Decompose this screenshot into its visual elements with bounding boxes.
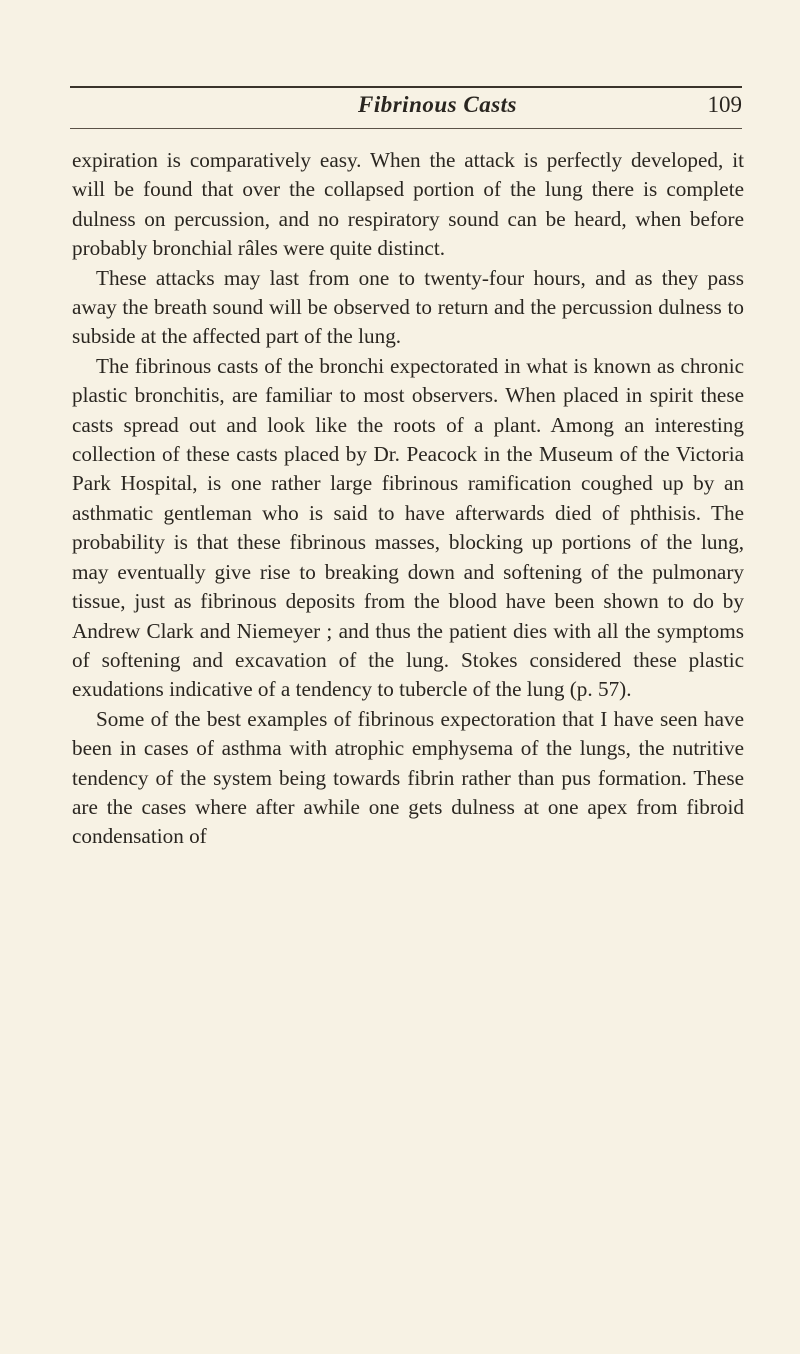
page-header bbox=[70, 92, 742, 126]
paragraph-best-examples: Some of the best examples of fibrinous expectoration that I have seen have been in cases of asthma with atrophic emphysema of the lungs, the nutritive tendency of the system being towards fibrin rather than pus formation. These are the cases where after awhile one gets dulness at one apex from fibroid condensation of bbox=[72, 706, 744, 849]
paragraph-fibrinous-casts: The fibrinous casts of the bronchi expectorated in what is known as chronic plastic bronchitis, are familiar to most observers. When placed in spirit these casts spread out and look like the roots of a plant. Among an interesting collection of these casts placed by Dr. Peacock in the Museum of the Victoria Park Hospital, is one rather large fibrinous ramification coughed up by an asthmatic gentleman who is said to have afterwards died of phthisis. The probability is that these fibrinous masses, blocking up portions of the lung, may eventually give rise to breaking down and softening of the pulmonary tissue, just as fibrinous deposits from the blood have been shown to do by Andrew Clark and Niemeyer ; and thus the patient dies with all the symptoms of softening and excavation of the lung. Stokes considered these plastic exudations indicative of a tendency to tubercle of the lung (p. 57). bbox=[72, 353, 744, 702]
header-bottom-rule bbox=[70, 128, 742, 129]
paragraph-continuation: expiration is comparatively easy. When the attack is perfectly developed, it will be found that over the collapsed portion of the lung there is complete dulness on percussion, and no respiratory sound can be heard, when before probably bronchial râles were quite distinct. bbox=[72, 148, 744, 261]
page-number: 109 bbox=[707, 92, 742, 117]
body-text bbox=[72, 146, 744, 852]
running-title: Fibrinous Casts bbox=[358, 92, 517, 117]
paragraph-attacks-duration: These attacks may last from one to twenty-four hours, and as they pass away the breath sound will be observed to return and the percussion dulness to subside at the affected part of the lung. bbox=[72, 265, 744, 349]
header-top-rule bbox=[70, 86, 742, 88]
